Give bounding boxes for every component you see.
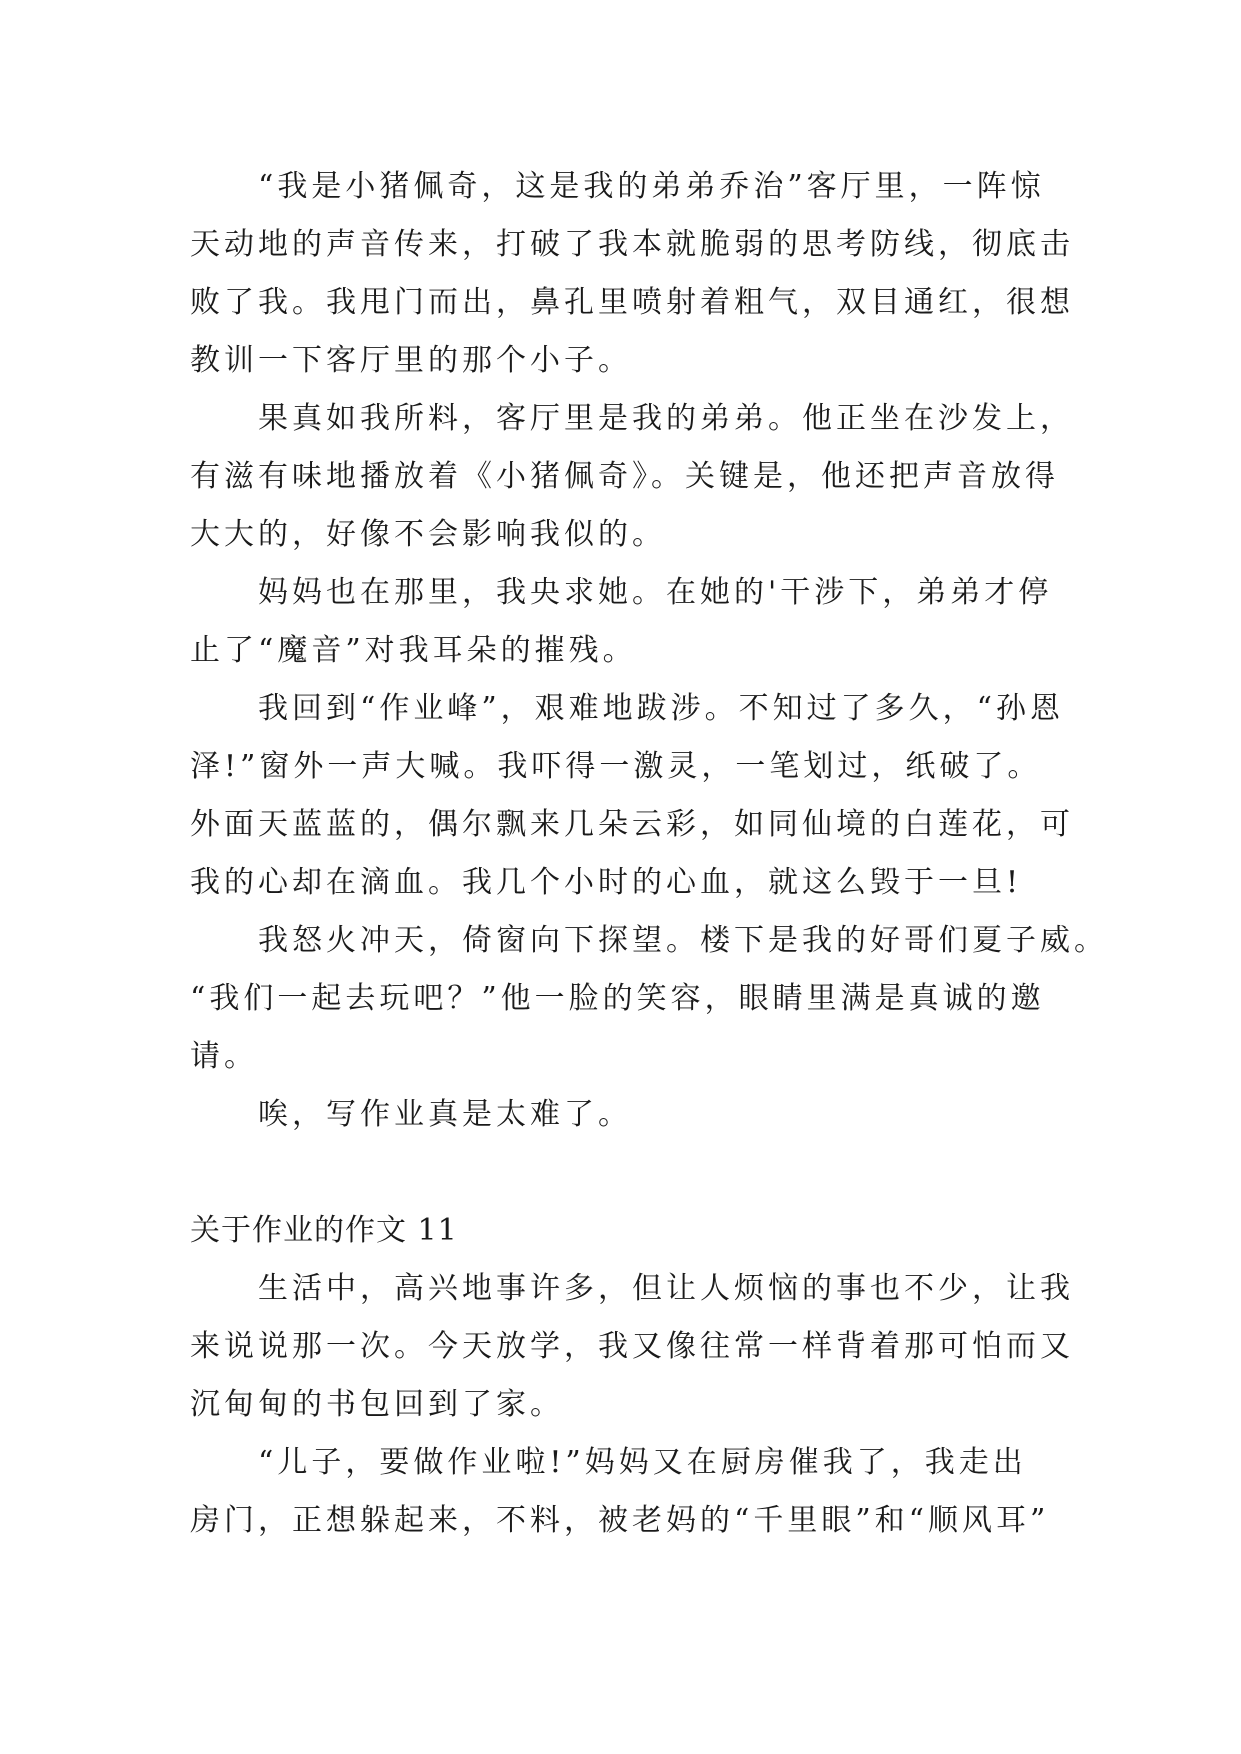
- text-line: “我是小猪佩奇，这是我的弟弟乔治”客厅里，一阵惊: [258, 169, 1045, 204]
- text-line: 沉甸甸的书包回到了家。: [190, 1387, 564, 1422]
- text-line: 外面天蓝蓝的，偶尔飘来几朵云彩，如同仙境的白莲花，可: [190, 807, 1074, 842]
- text-line: 我的心却在滴血。我几个小时的心血，就这么毁于一旦!: [190, 865, 1023, 900]
- text-line: 败了我。我甩门而出，鼻孔里喷射着粗气，双目通红，很想: [190, 285, 1074, 320]
- paragraph: [190, 912, 1108, 1086]
- text-line: 来说说那一次。今天放学，我又像往常一样背着那可怕而又: [190, 1329, 1074, 1364]
- section-gap: [190, 1144, 1060, 1202]
- text-line: 止了“魔音”对我耳朵的摧残。: [190, 633, 637, 668]
- paragraph: [190, 1086, 1060, 1144]
- text-line: 泽!”窗外一声大喊。我吓得一激灵，一笔划过，纸破了。: [190, 749, 1042, 784]
- text-line: 唉，写作业真是太难了。: [258, 1097, 632, 1132]
- paragraph: [190, 1260, 1074, 1434]
- text-line: 果真如我所料，客厅里是我的弟弟。他正坐在沙发上，: [258, 401, 1074, 436]
- text-line: 我回到“作业峰”，艰难地跋涉。不知过了多久，“孙恩: [258, 691, 1065, 726]
- text-line: “儿子，要做作业啦!”妈妈又在厨房催我了，我走出: [258, 1445, 1027, 1480]
- text-line: 大大的，好像不会影响我似的。: [190, 517, 666, 552]
- text-line: 生活中，高兴地事许多，但让人烦恼的事也不少，让我: [258, 1271, 1074, 1306]
- text-line: 教训一下客厅里的那个小子。: [190, 343, 632, 378]
- essay-body: [190, 158, 1108, 1550]
- text-line: 有滋有味地播放着《小猪佩奇》。关键是，他还把声音放得: [190, 459, 1059, 494]
- text-line: 请。: [190, 1039, 258, 1074]
- text-line: 房门，正想躲起来，不料，被老妈的“千里眼”和“顺风耳”: [190, 1503, 1050, 1538]
- section-title: 关于作业的作文 11: [190, 1213, 458, 1248]
- paragraph: [190, 564, 1060, 680]
- paragraph: [190, 1434, 1060, 1550]
- text-line: 我怒火冲天，倚窗向下探望。楼下是我的好哥们夏子威。: [258, 923, 1108, 958]
- text-line: 妈妈也在那里，我央求她。在她的'干涉下，弟弟才停: [258, 575, 1053, 610]
- text-line: “我们一起去玩吧？”他一脸的笑容，眼睛里满是真诚的邀: [190, 981, 1045, 1016]
- text-line: 天动地的声音传来，打破了我本就脆弱的思考防线，彻底击: [190, 227, 1074, 262]
- paragraph: [190, 390, 1074, 564]
- paragraph: [190, 680, 1074, 912]
- paragraph: [190, 158, 1074, 390]
